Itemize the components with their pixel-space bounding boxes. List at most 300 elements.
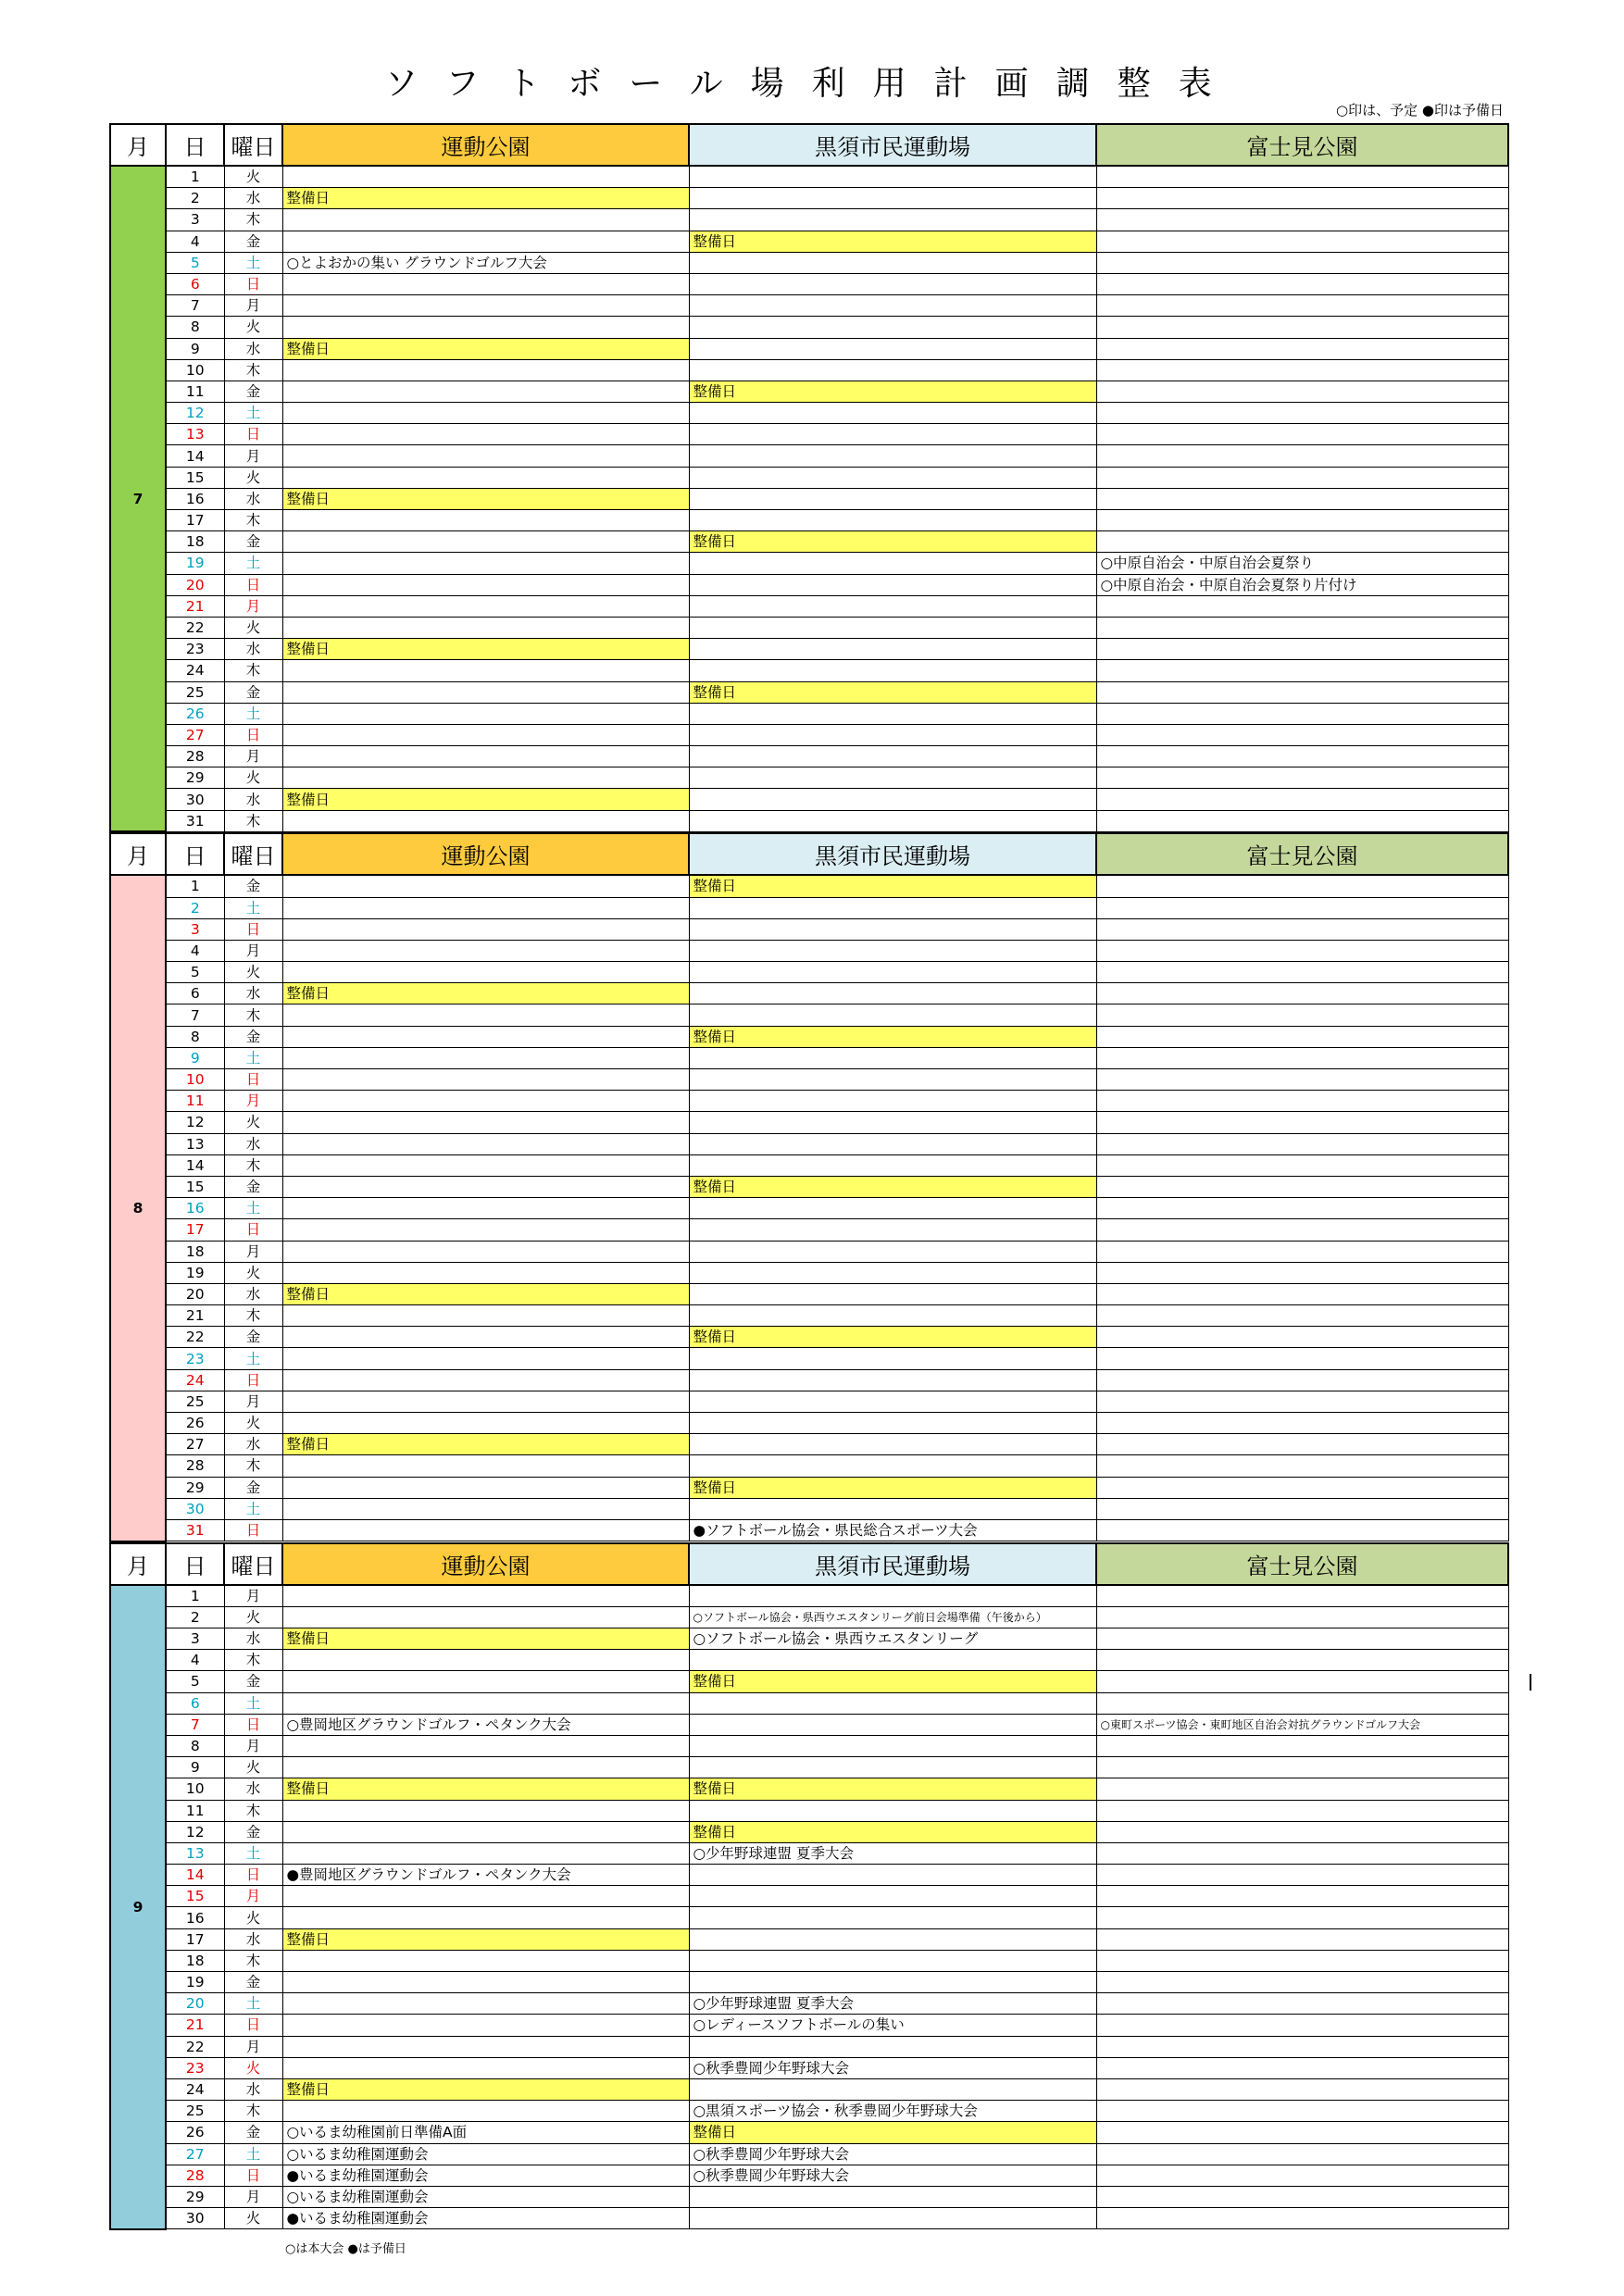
event-undo-koen xyxy=(282,1842,689,1864)
event-fujimi xyxy=(1096,1348,1508,1369)
weekday: 土 xyxy=(224,897,282,918)
event-fujimi xyxy=(1096,2015,1508,2036)
event-fujimi xyxy=(1096,1047,1508,1068)
weekday: 日 xyxy=(224,724,282,745)
event-fujimi xyxy=(1096,1519,1508,1541)
day-number: 30 xyxy=(166,2208,224,2229)
event-kurosu xyxy=(689,1757,1096,1778)
day-row xyxy=(110,1778,1508,1800)
day-row xyxy=(110,1519,1508,1541)
day-row xyxy=(110,1886,1508,1907)
weekday: 金 xyxy=(224,381,282,402)
day-row xyxy=(110,1628,1508,1650)
header-venue-undo-koen: 運動公園 xyxy=(282,833,689,875)
event-kurosu: ○黒須スポーツ協会・秋季豊岡少年野球大会 xyxy=(689,2101,1096,2122)
day-row xyxy=(110,1391,1508,1412)
event-undo-koen xyxy=(282,295,689,317)
event-fujimi: ○中原自治会・中原自治会夏祭り xyxy=(1096,553,1508,574)
day-number: 10 xyxy=(166,1778,224,1800)
day-number: 11 xyxy=(166,381,224,402)
event-fujimi xyxy=(1096,617,1508,638)
event-kurosu xyxy=(689,1585,1096,1607)
event-undo-koen xyxy=(282,2057,689,2078)
day-number: 14 xyxy=(166,1865,224,1886)
event-undo-koen xyxy=(282,1305,689,1327)
day-number: 20 xyxy=(166,1993,224,2015)
event-fujimi xyxy=(1096,338,1508,359)
event-kurosu xyxy=(689,918,1096,940)
weekday: 木 xyxy=(224,2101,282,2122)
month-table-7 xyxy=(109,123,1509,832)
header-venue-fujimi: 富士見公園 xyxy=(1096,833,1508,875)
day-row xyxy=(110,1692,1508,1714)
day-number: 8 xyxy=(166,1735,224,1756)
event-fujimi xyxy=(1096,1133,1508,1154)
event-undo-koen: 整備日 xyxy=(282,1778,689,1800)
event-kurosu xyxy=(689,1219,1096,1241)
day-row xyxy=(110,681,1508,703)
event-fujimi xyxy=(1096,403,1508,424)
day-row xyxy=(110,1198,1508,1219)
weekday: 月 xyxy=(224,1585,282,1607)
event-undo-koen xyxy=(282,1972,689,1993)
event-kurosu xyxy=(689,746,1096,767)
event-undo-koen xyxy=(282,574,689,595)
weekday: 日 xyxy=(224,273,282,294)
day-number: 15 xyxy=(166,1886,224,1907)
weekday: 土 xyxy=(224,252,282,273)
event-fujimi xyxy=(1096,918,1508,940)
event-fujimi xyxy=(1096,875,1508,897)
day-row xyxy=(110,1842,1508,1864)
weekday: 月 xyxy=(224,1391,282,1412)
weekday: 水 xyxy=(224,188,282,209)
day-row xyxy=(110,1650,1508,1671)
event-undo-koen xyxy=(282,1821,689,1842)
day-number: 9 xyxy=(166,1047,224,1068)
event-kurosu xyxy=(689,1907,1096,1928)
day-number: 21 xyxy=(166,2015,224,2036)
day-row xyxy=(110,1091,1508,1112)
event-undo-koen: 整備日 xyxy=(282,188,689,209)
event-undo-koen xyxy=(282,553,689,574)
day-number: 27 xyxy=(166,724,224,745)
event-fujimi xyxy=(1096,595,1508,617)
day-row xyxy=(110,1348,1508,1369)
event-undo-koen xyxy=(282,1585,689,1607)
event-kurosu xyxy=(689,252,1096,273)
event-fujimi xyxy=(1096,1606,1508,1628)
day-row xyxy=(110,1369,1508,1391)
weekday: 土 xyxy=(224,1993,282,2015)
event-kurosu: 整備日 xyxy=(689,875,1096,897)
weekday: 金 xyxy=(224,531,282,553)
day-row xyxy=(110,209,1508,231)
day-row xyxy=(110,810,1508,831)
event-fujimi xyxy=(1096,810,1508,831)
day-number: 26 xyxy=(166,2122,224,2143)
day-row xyxy=(110,2078,1508,2100)
weekday: 木 xyxy=(224,209,282,231)
weekday: 水 xyxy=(224,1283,282,1304)
event-kurosu xyxy=(689,188,1096,209)
event-kurosu xyxy=(689,1112,1096,1133)
event-fujimi xyxy=(1096,1671,1508,1692)
day-row xyxy=(110,875,1508,897)
weekday: 金 xyxy=(224,1026,282,1047)
event-fujimi: ○中原自治会・中原自治会夏祭り片付け xyxy=(1096,574,1508,595)
event-kurosu xyxy=(689,1391,1096,1412)
day-row xyxy=(110,1993,1508,2015)
event-kurosu: ○少年野球連盟 夏季大会 xyxy=(689,1842,1096,1864)
event-undo-koen xyxy=(282,595,689,617)
event-undo-koen xyxy=(282,2101,689,2122)
day-row xyxy=(110,1241,1508,1262)
weekday: 土 xyxy=(224,1047,282,1068)
event-undo-koen xyxy=(282,1154,689,1176)
weekday: 木 xyxy=(224,1004,282,1026)
day-number: 30 xyxy=(166,789,224,810)
event-undo-koen xyxy=(282,531,689,553)
day-number: 18 xyxy=(166,1950,224,1971)
event-kurosu xyxy=(689,1434,1096,1455)
event-undo-koen xyxy=(282,681,689,703)
day-number: 25 xyxy=(166,1391,224,1412)
event-undo-koen: 整備日 xyxy=(282,338,689,359)
event-undo-koen xyxy=(282,1800,689,1821)
weekday: 火 xyxy=(224,1606,282,1628)
event-undo-koen xyxy=(282,2036,689,2057)
event-fujimi xyxy=(1096,317,1508,338)
event-undo-koen xyxy=(282,467,689,488)
day-row xyxy=(110,1928,1508,1950)
day-row xyxy=(110,1671,1508,1692)
day-row xyxy=(110,403,1508,424)
header-venue-undo-koen: 運動公園 xyxy=(282,1543,689,1585)
event-kurosu xyxy=(689,553,1096,574)
event-fujimi xyxy=(1096,1283,1508,1304)
day-row xyxy=(110,252,1508,273)
day-row xyxy=(110,531,1508,553)
event-kurosu xyxy=(689,1241,1096,1262)
event-undo-koen xyxy=(282,403,689,424)
weekday: 火 xyxy=(224,1413,282,1434)
event-undo-koen xyxy=(282,1348,689,1369)
event-undo-koen xyxy=(282,703,689,724)
day-row xyxy=(110,381,1508,402)
day-number: 23 xyxy=(166,2057,224,2078)
header-row xyxy=(110,833,1508,875)
page-title: ソフトボール場利用計画調整表 xyxy=(384,65,1240,103)
event-undo-koen xyxy=(282,1477,689,1498)
event-undo-koen xyxy=(282,231,689,252)
event-undo-koen: 整備日 xyxy=(282,1628,689,1650)
event-undo-koen xyxy=(282,1112,689,1133)
event-kurosu: 整備日 xyxy=(689,1026,1096,1047)
weekday: 火 xyxy=(224,617,282,638)
day-row xyxy=(110,273,1508,294)
event-kurosu xyxy=(689,403,1096,424)
event-kurosu xyxy=(689,1348,1096,1369)
weekday: 日 xyxy=(224,1069,282,1091)
event-undo-koen xyxy=(282,273,689,294)
event-undo-koen xyxy=(282,1219,689,1241)
day-number: 17 xyxy=(166,510,224,531)
event-fujimi xyxy=(1096,703,1508,724)
day-row xyxy=(110,1154,1508,1176)
event-kurosu xyxy=(689,1498,1096,1519)
day-row xyxy=(110,317,1508,338)
event-kurosu xyxy=(689,897,1096,918)
weekday: 木 xyxy=(224,1154,282,1176)
weekday: 日 xyxy=(224,1369,282,1391)
weekday: 木 xyxy=(224,660,282,681)
weekday: 木 xyxy=(224,359,282,381)
header-row xyxy=(110,1543,1508,1585)
event-fujimi xyxy=(1096,1907,1508,1928)
event-undo-koen xyxy=(282,1369,689,1391)
day-number: 15 xyxy=(166,467,224,488)
day-row xyxy=(110,467,1508,488)
day-number: 22 xyxy=(166,1327,224,1348)
day-number: 2 xyxy=(166,1606,224,1628)
day-row xyxy=(110,983,1508,1004)
event-fujimi xyxy=(1096,639,1508,660)
event-kurosu xyxy=(689,467,1096,488)
weekday: 金 xyxy=(224,1972,282,1993)
event-kurosu xyxy=(689,595,1096,617)
event-undo-koen xyxy=(282,1606,689,1628)
event-kurosu xyxy=(689,1972,1096,1993)
event-kurosu: 整備日 xyxy=(689,1176,1096,1197)
event-undo-koen xyxy=(282,897,689,918)
event-kurosu xyxy=(689,639,1096,660)
event-undo-koen xyxy=(282,962,689,983)
event-kurosu xyxy=(689,767,1096,789)
weekday: 金 xyxy=(224,1327,282,1348)
month-label: 7 xyxy=(110,166,166,831)
month-table-9 xyxy=(109,1542,1509,2230)
day-number: 28 xyxy=(166,2165,224,2186)
event-kurosu xyxy=(689,1928,1096,1950)
day-row xyxy=(110,1477,1508,1498)
header-day: 日 xyxy=(166,1543,224,1585)
day-row xyxy=(110,617,1508,638)
event-undo-koen xyxy=(282,2015,689,2036)
day-row xyxy=(110,2101,1508,2122)
day-row xyxy=(110,424,1508,445)
event-fujimi xyxy=(1096,1950,1508,1971)
day-number: 24 xyxy=(166,1369,224,1391)
event-kurosu: 整備日 xyxy=(689,1821,1096,1842)
day-number: 19 xyxy=(166,1262,224,1283)
day-number: 10 xyxy=(166,1069,224,1091)
weekday: 日 xyxy=(224,1865,282,1886)
event-kurosu xyxy=(689,1091,1096,1112)
day-number: 26 xyxy=(166,1413,224,1434)
event-fujimi xyxy=(1096,510,1508,531)
weekday: 火 xyxy=(224,1907,282,1928)
event-fujimi xyxy=(1096,295,1508,317)
weekday: 火 xyxy=(224,1757,282,1778)
event-fujimi xyxy=(1096,1821,1508,1842)
day-number: 24 xyxy=(166,2078,224,2100)
event-undo-koen xyxy=(282,940,689,961)
header-day: 日 xyxy=(166,833,224,875)
event-kurosu xyxy=(689,810,1096,831)
event-kurosu xyxy=(689,1865,1096,1886)
weekday: 水 xyxy=(224,1434,282,1455)
day-row xyxy=(110,724,1508,745)
day-number: 1 xyxy=(166,1585,224,1607)
day-number: 28 xyxy=(166,746,224,767)
day-row xyxy=(110,1757,1508,1778)
event-kurosu xyxy=(689,359,1096,381)
event-undo-koen xyxy=(282,1133,689,1154)
event-fujimi xyxy=(1096,789,1508,810)
event-kurosu xyxy=(689,445,1096,467)
day-row xyxy=(110,1821,1508,1842)
event-fujimi xyxy=(1096,1091,1508,1112)
weekday: 土 xyxy=(224,553,282,574)
header-month: 月 xyxy=(110,1543,166,1585)
day-number: 26 xyxy=(166,703,224,724)
event-fujimi xyxy=(1096,1026,1508,1047)
event-kurosu xyxy=(689,209,1096,231)
day-row xyxy=(110,1972,1508,1993)
day-number: 16 xyxy=(166,488,224,509)
event-undo-koen: 整備日 xyxy=(282,488,689,509)
weekday: 水 xyxy=(224,488,282,509)
weekday: 火 xyxy=(224,317,282,338)
day-row xyxy=(110,1327,1508,1348)
month-label: 8 xyxy=(110,875,166,1541)
weekday: 水 xyxy=(224,1133,282,1154)
event-fujimi xyxy=(1096,681,1508,703)
event-kurosu xyxy=(689,574,1096,595)
weekday: 水 xyxy=(224,338,282,359)
day-number: 19 xyxy=(166,553,224,574)
event-undo-koen xyxy=(282,510,689,531)
day-row xyxy=(110,595,1508,617)
day-number: 29 xyxy=(166,2186,224,2207)
day-number: 17 xyxy=(166,1928,224,1950)
weekday: 土 xyxy=(224,403,282,424)
event-kurosu: ○秋季豊岡少年野球大会 xyxy=(689,2165,1096,2186)
day-row xyxy=(110,2036,1508,2057)
weekday: 金 xyxy=(224,1176,282,1197)
event-kurosu: ○少年野球連盟 夏季大会 xyxy=(689,1993,1096,2015)
day-number: 16 xyxy=(166,1198,224,1219)
day-number: 14 xyxy=(166,445,224,467)
day-row xyxy=(110,639,1508,660)
header-weekday: 曜日 xyxy=(224,833,282,875)
weekday: 月 xyxy=(224,1735,282,1756)
weekday: 日 xyxy=(224,1519,282,1541)
event-fujimi xyxy=(1096,2057,1508,2078)
event-kurosu xyxy=(689,2036,1096,2057)
weekday: 月 xyxy=(224,595,282,617)
event-fujimi xyxy=(1096,962,1508,983)
event-fujimi xyxy=(1096,1692,1508,1714)
day-row xyxy=(110,1112,1508,1133)
event-undo-koen xyxy=(282,918,689,940)
day-row xyxy=(110,1305,1508,1327)
event-kurosu: ○秋季豊岡少年野球大会 xyxy=(689,2057,1096,2078)
day-number: 25 xyxy=(166,2101,224,2122)
event-fujimi xyxy=(1096,1176,1508,1197)
weekday: 金 xyxy=(224,875,282,897)
day-number: 27 xyxy=(166,2143,224,2165)
weekday: 日 xyxy=(224,2015,282,2036)
event-kurosu: 整備日 xyxy=(689,1327,1096,1348)
event-kurosu: 整備日 xyxy=(689,381,1096,402)
event-kurosu xyxy=(689,1735,1096,1756)
weekday: 月 xyxy=(224,1886,282,1907)
event-undo-koen: ○いるま幼稚園運動会 xyxy=(282,2186,689,2207)
event-fujimi xyxy=(1096,2165,1508,2186)
day-number: 25 xyxy=(166,681,224,703)
weekday: 日 xyxy=(224,1714,282,1735)
event-undo-koen: 整備日 xyxy=(282,1928,689,1950)
event-undo-koen: ○いるま幼稚園前日準備A面 xyxy=(282,2122,689,2143)
event-kurosu xyxy=(689,617,1096,638)
event-fujimi xyxy=(1096,1972,1508,1993)
event-fujimi xyxy=(1096,724,1508,745)
day-number: 22 xyxy=(166,617,224,638)
day-row xyxy=(110,940,1508,961)
day-row xyxy=(110,1026,1508,1047)
weekday: 木 xyxy=(224,1950,282,1971)
event-fujimi xyxy=(1096,2186,1508,2207)
day-number: 15 xyxy=(166,1176,224,1197)
weekday: 月 xyxy=(224,2186,282,2207)
header-venue-kurosu: 黒須市民運動場 xyxy=(689,1543,1096,1585)
month-table-8 xyxy=(109,832,1509,1541)
event-kurosu xyxy=(689,510,1096,531)
event-kurosu xyxy=(689,1004,1096,1026)
event-undo-koen xyxy=(282,1091,689,1112)
event-fujimi xyxy=(1096,1198,1508,1219)
event-kurosu xyxy=(689,273,1096,294)
event-fujimi xyxy=(1096,1993,1508,2015)
event-fujimi xyxy=(1096,1477,1508,1498)
event-fujimi xyxy=(1096,2143,1508,2165)
header-month: 月 xyxy=(110,833,166,875)
event-undo-koen xyxy=(282,1519,689,1541)
header-month: 月 xyxy=(110,124,166,166)
day-row xyxy=(110,1413,1508,1434)
weekday: 土 xyxy=(224,1348,282,1369)
event-fujimi xyxy=(1096,488,1508,509)
event-undo-koen xyxy=(282,1671,689,1692)
weekday: 土 xyxy=(224,1692,282,1714)
event-undo-koen xyxy=(282,1735,689,1756)
event-kurosu: 整備日 xyxy=(689,531,1096,553)
event-undo-koen xyxy=(282,1176,689,1197)
event-undo-koen xyxy=(282,1692,689,1714)
event-fujimi xyxy=(1096,983,1508,1004)
event-undo-koen xyxy=(282,1391,689,1412)
event-kurosu xyxy=(689,1800,1096,1821)
footnote: ○は本大会 ●は予備日 xyxy=(285,2242,406,2256)
day-number: 4 xyxy=(166,231,224,252)
weekday: 金 xyxy=(224,231,282,252)
day-number: 3 xyxy=(166,1628,224,1650)
weekday: 日 xyxy=(224,918,282,940)
day-number: 4 xyxy=(166,940,224,961)
event-undo-koen xyxy=(282,1757,689,1778)
